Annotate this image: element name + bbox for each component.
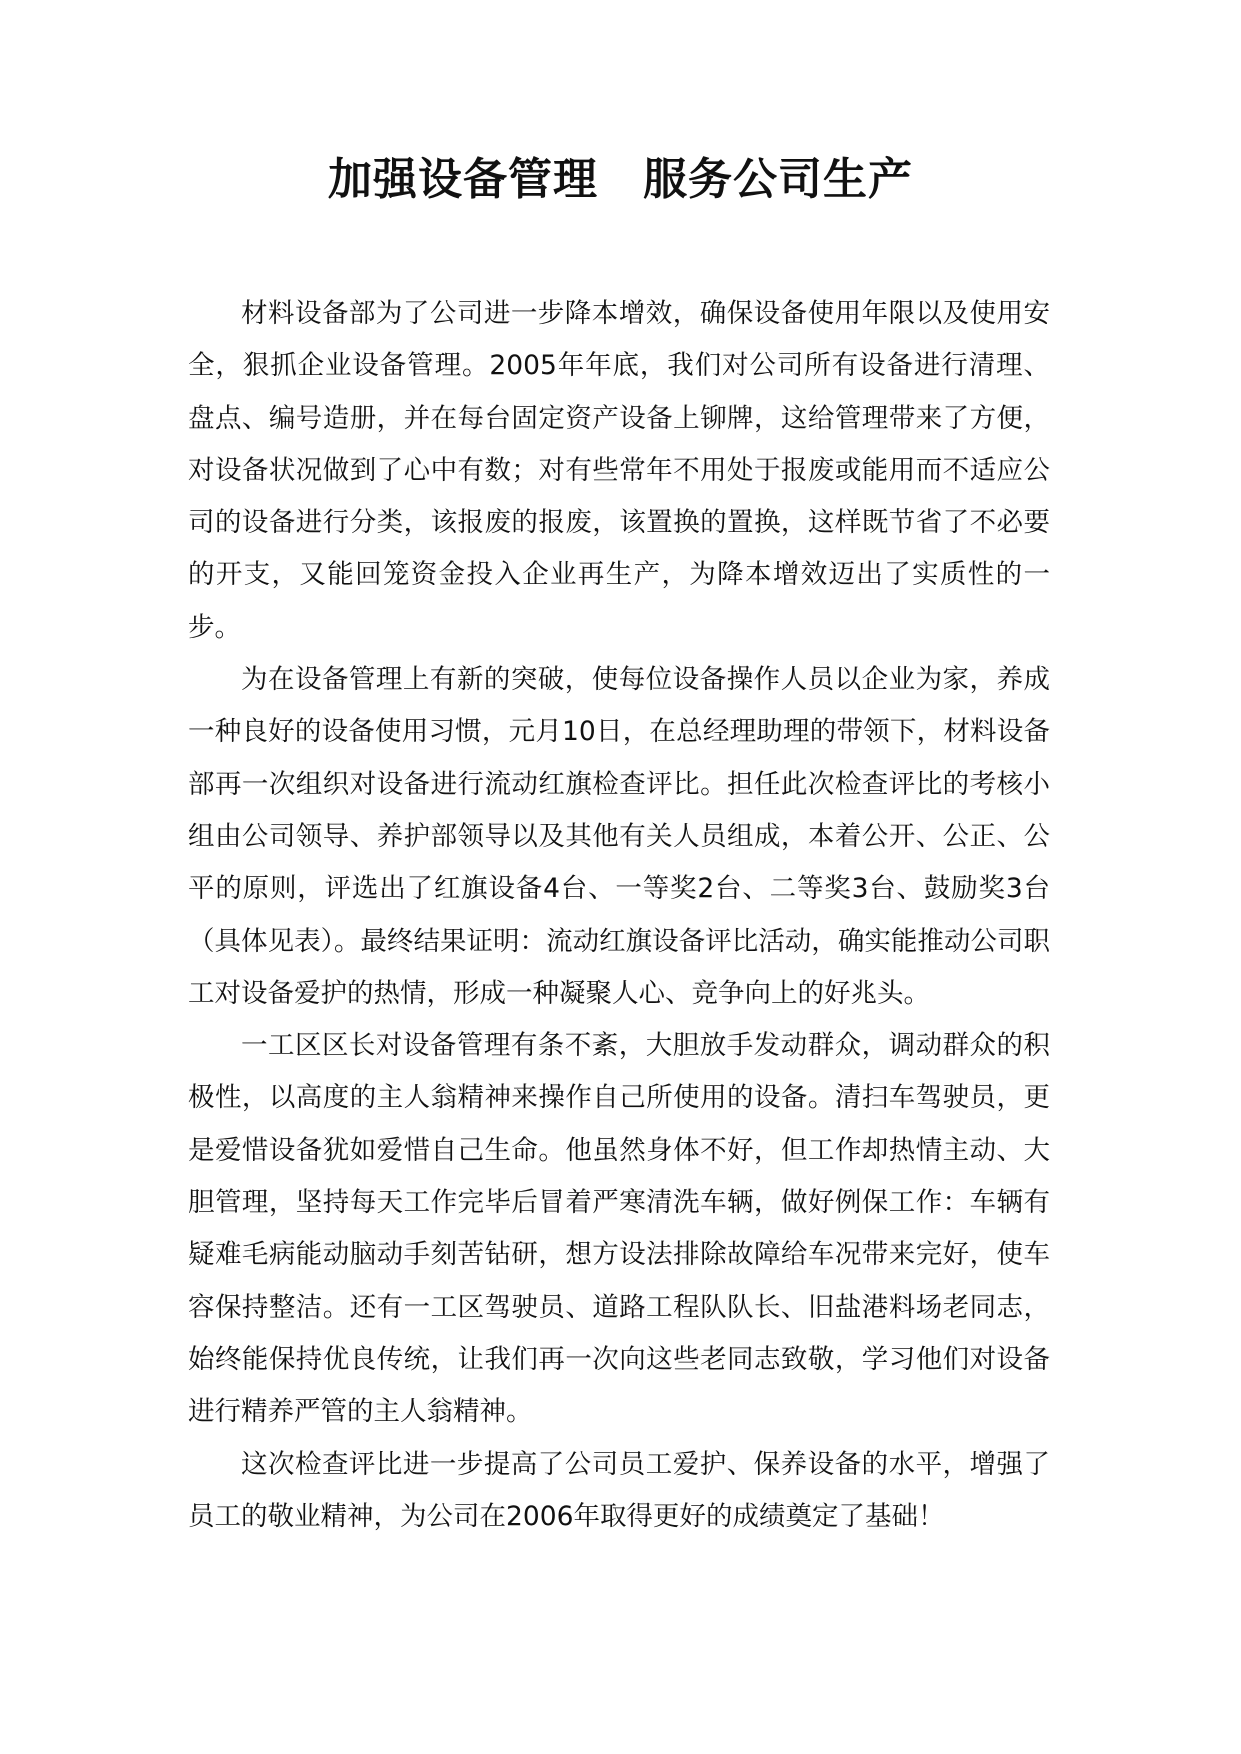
paragraph-4: 这次检查评比进一步提高了公司员工爱护、保养设备的水平，增强了员工的敬业精神，为公司在2006年取得更好的成绩奠定了基础！ [188, 1448, 1050, 1532]
paragraph-2: 为在设备管理上有新的突破，使每位设备操作人员以企业为家，养成一种良好的设备使用习惯，元月10日，在总经理助理的带领下，材料设备部再一次组织对设备进行流动红旗检查评比。担任此次检查评比的考核小组由公司领导、养护部领导以及其他有关人员组成，本着公开、公正、公平的原则，评选出了红旗设备4台、一等奖2台、二等奖3台、鼓励奖3台（具体见表）。最终结果证明：流动红旗设备评比活动，确实能推动公司职工对设备爱护的热情，形成一种凝聚人心、竞争向上的好兆头。 [188, 664, 1050, 1009]
document-body [188, 288, 1050, 1543]
paragraph-3: 一工区区长对设备管理有条不紊，大胆放手发动群众，调动群众的积极性，以高度的主人翁精神来操作自己所使用的设备。清扫车驾驶员，更是爱惜设备犹如爱惜自己生命。他虽然身体不好，但工作却热情主动、大胆管理，坚持每天工作完毕后冒着严寒清洗车辆，做好例保工作：车辆有疑难毛病能动脑动手刻苦钻研，想方设法排除故障给车况带来完好，使车容保持整洁。还有一工区驾驶员、道路工程队队长、旧盐港料场老同志，始终能保持优良传统，让我们再一次向这些老同志致敬，学习他们对设备进行精养严管的主人翁精神。 [188, 1030, 1050, 1428]
paragraph-1: 材料设备部为了公司进一步降本增效，确保设备使用年限以及使用安全，狠抓企业设备管理。2005年年底，我们对公司所有设备进行清理、盘点、编号造册，并在每台固定资产设备上铆牌，这给管理带来了方便，对设备状况做到了心中有数；对有些常年不用处于报废或能用而不适应公司的设备进行分类，该报废的报废，该置换的置换，这样既节省了不必要的开支，又能回笼资金投入企业再生产，为降本增效迈出了实质性的一步。 [188, 298, 1050, 643]
document-title: 加强设备管理 服务公司生产 [328, 154, 913, 205]
